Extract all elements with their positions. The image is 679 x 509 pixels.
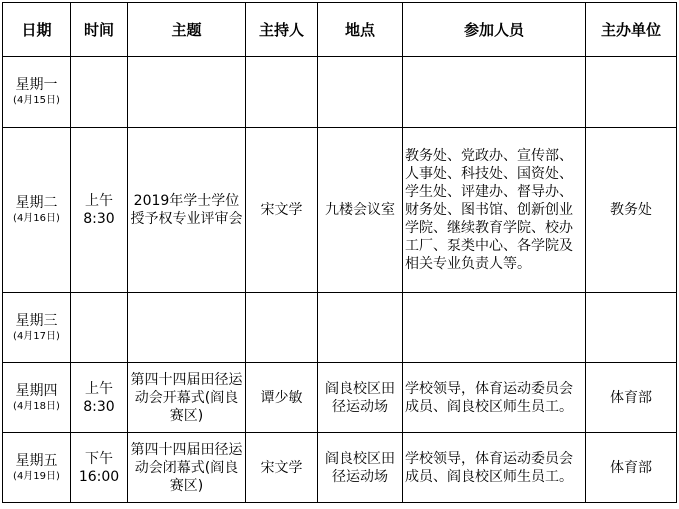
topic-cell: 2019年学士学位授予权专业评审会 [128,128,246,293]
time-period: 上午 [85,193,113,209]
header-row [3,3,677,57]
header-time: 时间 [71,3,128,57]
header-host: 主持人 [246,3,318,57]
header-organizer: 主办单位 [586,3,677,57]
time-cell [71,433,128,503]
location-cell: 阎良校区田径运动场 [318,433,403,503]
date-cell [3,57,71,128]
date-cell [3,363,71,433]
header-location: 地点 [318,3,403,57]
participants-cell: 学校领导，体育运动委员会成员、阎良校区师生员工。 [403,433,586,503]
location-cell: 阎良校区田径运动场 [318,363,403,433]
day-label: 星期五 [15,452,58,469]
date-label: (4月16日) [13,213,60,224]
time-cell [71,128,128,293]
table-row [3,433,677,503]
organizer-cell: 体育部 [586,433,677,503]
day-label: 星期三 [15,312,58,329]
location-cell: 九楼会议室 [318,128,403,293]
table-row [3,293,677,363]
participants-cell [403,57,586,128]
organizer-cell [586,57,677,128]
time-clock: 8:30 [83,211,115,227]
header-date: 日期 [3,3,71,57]
participants-cell: 教务处、党政办、宣传部、人事处、科技处、国资处、学生处、评建办、督导办、财务处、图书馆、创新创业学院、继续教育学院、校办工厂、泵类中心、各学院及相关专业负责人等。 [403,128,586,293]
topic-cell: 第四十四届田径运动会开幕式(阎良赛区) [128,363,246,433]
day-label: 星期四 [15,382,58,399]
date-label: (4月17日) [13,330,60,342]
date-cell [3,293,71,363]
time-cell [71,293,128,363]
table-row [3,128,677,293]
table-row [3,57,677,128]
host-cell [246,57,318,128]
schedule-table [2,2,677,503]
location-cell [318,293,403,363]
header-topic: 主题 [128,3,246,57]
date-label: (4月19日) [13,470,60,482]
date-cell [3,128,71,293]
location-cell [318,57,403,128]
time-cell [71,363,128,433]
day-label: 星期一 [15,77,58,93]
time-clock: 8:30 [83,398,115,415]
time-period: 上午 [85,380,113,397]
organizer-cell [586,293,677,363]
host-cell: 宋文学 [246,433,318,503]
time-cell [71,57,128,128]
topic-cell [128,293,246,363]
organizer-cell: 体育部 [586,363,677,433]
participants-cell [403,293,586,363]
participants-cell: 学校领导，体育运动委员会成员、阎良校区师生员工。 [403,363,586,433]
table-row [3,363,677,433]
host-cell [246,293,318,363]
time-clock: 16:00 [78,468,120,485]
header-participants: 参加人员 [403,3,586,57]
host-cell: 宋文学 [246,128,318,293]
date-label: (4月18日) [13,400,60,412]
organizer-cell: 教务处 [586,128,677,293]
topic-cell [128,57,246,128]
time-period: 下午 [85,450,113,467]
host-cell: 谭少敏 [246,363,318,433]
day-label: 星期二 [15,195,58,211]
date-label: (4月15日) [13,95,60,106]
topic-cell: 第四十四届田径运动会闭幕式(阎良赛区) [128,433,246,503]
date-cell [3,433,71,503]
